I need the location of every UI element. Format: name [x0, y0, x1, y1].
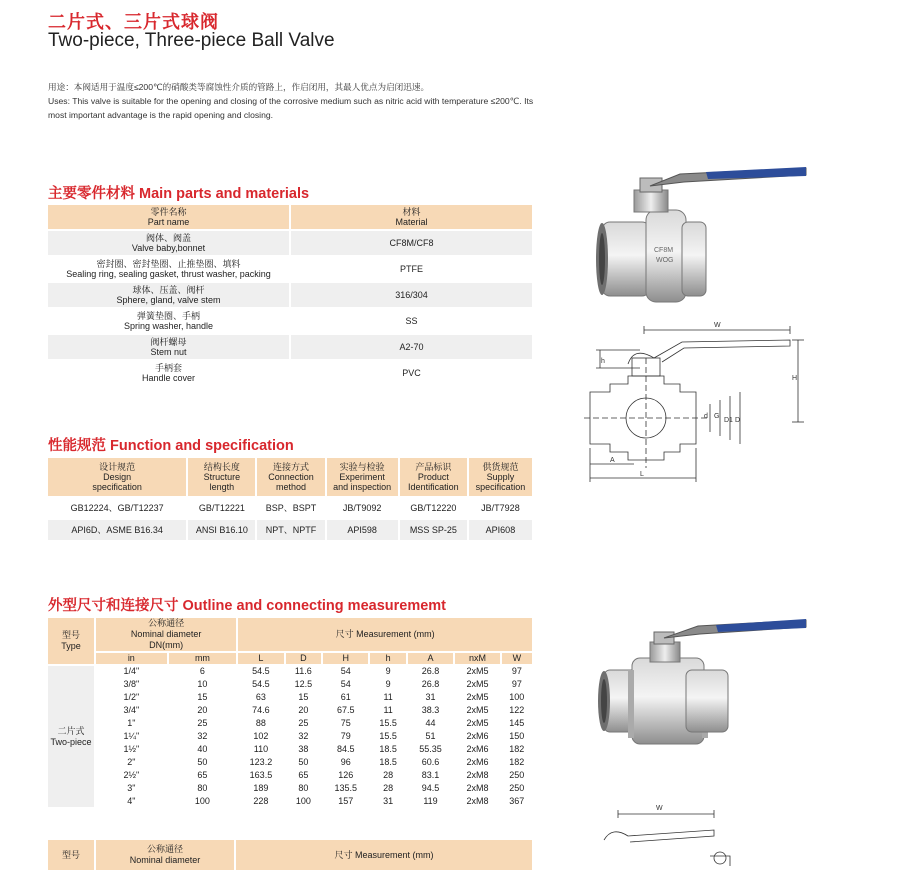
- func-header-en: length: [209, 482, 235, 492]
- table-cell: 44: [408, 718, 453, 729]
- table-cell: 18.5: [370, 744, 405, 755]
- table-cell: 126: [323, 770, 368, 781]
- table-row: [48, 770, 532, 781]
- table-cell: 11: [370, 705, 405, 716]
- dim-label-W-2: W: [656, 805, 663, 812]
- table-cell: 2xM6: [455, 744, 499, 755]
- table-cell: 150: [502, 731, 532, 742]
- table-cell: 15: [169, 692, 237, 703]
- table-cell: 32: [169, 731, 237, 742]
- func-header-supply: [469, 458, 532, 496]
- column-header: h: [370, 653, 405, 664]
- table-cell: 67.5: [323, 705, 368, 716]
- table-row: [48, 783, 532, 794]
- table-cell: 25: [169, 718, 237, 729]
- dn-header: [96, 618, 236, 651]
- part-material: SS: [291, 309, 532, 333]
- table-row: [48, 666, 532, 677]
- table-cell: 26.8: [408, 666, 453, 677]
- table-cell: 31: [408, 692, 453, 703]
- func-header-en: and inspection: [333, 482, 392, 492]
- table-cell: 157: [323, 796, 368, 807]
- table-cell: 60.6: [408, 757, 453, 768]
- group-label-cn: 二片式: [57, 725, 85, 736]
- table-cell: 94.5: [408, 783, 453, 794]
- table-cell: 189: [238, 783, 283, 794]
- table-cell: 2xM5: [455, 705, 499, 716]
- func-header-en: Product: [417, 472, 449, 482]
- table-cell: 61: [323, 692, 368, 703]
- parts-header-material: [291, 205, 532, 229]
- part-name-cn: 密封圈、密封垫圈、止推垫圈、填料: [96, 259, 241, 269]
- func-cell: GB12224、GB/T12237: [48, 498, 186, 518]
- func-header-cn: 供货规范: [482, 462, 519, 472]
- table-cell: 1": [96, 718, 167, 729]
- column-header: A: [408, 653, 453, 664]
- table-cell: 102: [238, 731, 283, 742]
- table-cell: 54.5: [238, 679, 283, 690]
- table-cell: 228: [238, 796, 283, 807]
- table-cell: 65: [286, 770, 321, 781]
- function-heading: 性能规范 Function and specification: [48, 438, 294, 454]
- func-header-en: Supply: [486, 472, 515, 482]
- uses-description: [48, 80, 538, 122]
- table-cell: 2xM8: [455, 770, 499, 781]
- table-cell: 2": [96, 757, 167, 768]
- table-row: [48, 679, 532, 690]
- dim-label-A: A: [610, 457, 615, 464]
- table-cell: 65: [169, 770, 237, 781]
- table-cell: 28: [370, 770, 405, 781]
- dim-label-W: W: [714, 322, 721, 329]
- table-cell: 6: [169, 666, 237, 677]
- dn-header-unit: DN(mm): [149, 640, 184, 650]
- part-name-en: Sealing ring, sealing gasket, thrust washer, packing: [66, 269, 271, 279]
- func-cell: NPT、NPTF: [257, 520, 324, 540]
- table-cell: 88: [238, 718, 283, 729]
- table-cell: 11: [370, 692, 405, 703]
- func-header-en: method: [276, 482, 307, 492]
- part-name-cn: 弹簧垫圈、手柄: [136, 311, 200, 321]
- func-cell: API598: [327, 520, 398, 540]
- func-cell: ANSI B16.10: [188, 520, 255, 540]
- part-material: CF8M/CF8: [291, 231, 532, 255]
- column-header: in: [96, 653, 167, 664]
- table-row: [48, 731, 532, 742]
- table-cell: 20: [169, 705, 237, 716]
- table-cell: 31: [370, 796, 405, 807]
- part-material: 316/304: [291, 283, 532, 307]
- table-cell: 1/4": [96, 666, 167, 677]
- table-cell: 75: [323, 718, 368, 729]
- table-cell: 2xM8: [455, 783, 499, 794]
- table-cell: 54: [323, 679, 368, 690]
- func-header-en: specification: [92, 482, 142, 492]
- table-cell: 2xM8: [455, 796, 499, 807]
- func-header-connection: [257, 458, 324, 496]
- function-row: [48, 520, 532, 540]
- type-header: [48, 618, 94, 664]
- function-table: [46, 456, 534, 542]
- table-cell: 97: [502, 679, 532, 690]
- uses-english: Uses: This valve is suitable for the opening and closing of the corrosive medium such as nitric acid with temperature ≤200℃. Its most important advantage is the rapid opening and closing.: [48, 96, 534, 120]
- table-cell: 367: [502, 796, 532, 807]
- table-cell: 80: [169, 783, 237, 794]
- table-cell: 38: [286, 744, 321, 755]
- header-name-cn: 零件名称: [150, 207, 187, 217]
- part-name-en: Valve baby,bonnet: [131, 243, 206, 253]
- header-name-en: Part name: [147, 217, 190, 227]
- table-cell: 74.6: [238, 705, 283, 716]
- parts-table: [46, 203, 534, 387]
- dim-label-G: G: [714, 413, 720, 420]
- table-cell: 100: [286, 796, 321, 807]
- dim-label-D: D: [735, 417, 741, 424]
- func-header-en: Identification: [408, 482, 459, 492]
- outline-heading: 外型尺寸和连接尺寸 Outline and connecting measurememt: [48, 598, 446, 614]
- table-cell: 122: [502, 705, 532, 716]
- table-cell: 79: [323, 731, 368, 742]
- valve-mark-2: WOG: [656, 257, 674, 264]
- header-mat-cn: 材料: [402, 207, 421, 217]
- valve-drawing-partial: [590, 800, 812, 866]
- part-name-en: Spring washer, handle: [123, 321, 214, 331]
- title-chinese: 二片式、三片式球阀: [48, 12, 219, 32]
- table-cell: 32: [286, 731, 321, 742]
- parts-header-name: [48, 205, 289, 229]
- dn-header-2-en: Nominal diameter: [129, 855, 201, 865]
- table-cell: 110: [238, 744, 283, 755]
- table-cell: 1½": [96, 744, 167, 755]
- group-label-en: Two-piece: [50, 736, 92, 747]
- table-cell: 9: [370, 679, 405, 690]
- dim-label-h: h: [601, 358, 605, 365]
- outline-table-2: [46, 838, 534, 872]
- table-cell: 4": [96, 796, 167, 807]
- column-header: W: [502, 653, 532, 664]
- two-piece-valve-photo: [580, 160, 812, 310]
- func-header-experiment: [327, 458, 398, 496]
- table-cell: 18.5: [370, 757, 405, 768]
- dn-header-2-cn: 公称通径: [146, 844, 183, 854]
- table-cell: 2½": [96, 770, 167, 781]
- func-header-product: [400, 458, 467, 496]
- table-cell: 145: [502, 718, 532, 729]
- table-cell: 26.8: [408, 679, 453, 690]
- table-cell: 40: [169, 744, 237, 755]
- table-cell: 135.5: [323, 783, 368, 794]
- column-header: mm: [169, 653, 237, 664]
- parts-heading: 主要零件材料 Main parts and materials: [48, 186, 310, 202]
- table-cell: 25: [286, 718, 321, 729]
- valve-mark-1: CF8M: [654, 247, 674, 254]
- type-header-cn: 型号: [61, 630, 80, 640]
- func-cell: API6D、ASME B16.34: [48, 520, 186, 540]
- table-cell: 84.5: [323, 744, 368, 755]
- dim-label-H: H: [792, 375, 798, 382]
- table-cell: 54: [323, 666, 368, 677]
- part-material: A2-70: [291, 335, 532, 359]
- table-cell: 2xM6: [455, 757, 499, 768]
- part-material: PTFE: [291, 257, 532, 281]
- table-cell: 250: [502, 783, 532, 794]
- table-cell: 1/2": [96, 692, 167, 703]
- dn-header-cn: 公称通径: [148, 618, 185, 628]
- func-cell: GB/T12220: [400, 498, 467, 518]
- func-header-en: Structure: [203, 472, 241, 482]
- func-header-cn: 连接方式: [273, 462, 310, 472]
- func-header-cn: 产品标识: [415, 462, 452, 472]
- func-cell: MSS SP-25: [400, 520, 467, 540]
- measurement-header-2: 尺寸 Measurement (mm): [236, 840, 532, 870]
- table-cell: 3": [96, 783, 167, 794]
- table-cell: 2xM6: [455, 731, 499, 742]
- table-cell: 55.35: [408, 744, 453, 755]
- part-name-en: Sphere, gland, valve stem: [116, 295, 221, 305]
- func-header-en: Design: [103, 472, 132, 482]
- func-header-cn: 实验与检验: [339, 462, 385, 472]
- type-header-en: Type: [61, 641, 81, 651]
- type-header-2: 型号: [48, 840, 94, 870]
- dim-label-L: L: [640, 471, 644, 478]
- table-cell: 28: [370, 783, 405, 794]
- table-cell: 2xM5: [455, 692, 499, 703]
- outline-table: [46, 616, 534, 809]
- table-cell: 182: [502, 757, 532, 768]
- table-cell: 9: [370, 666, 405, 677]
- table-row: [48, 744, 532, 755]
- part-name-cn: 阀杆螺母: [150, 337, 187, 347]
- table-cell: 12.5: [286, 679, 321, 690]
- dim-label-d: d: [704, 413, 708, 420]
- table-cell: 63: [238, 692, 283, 703]
- part-name-en: Handle cover: [141, 373, 196, 383]
- table-cell: 2xM5: [455, 666, 499, 677]
- column-header: L: [238, 653, 283, 664]
- func-header-en: Experiment: [339, 472, 385, 482]
- part-material: PVC: [291, 361, 532, 385]
- func-cell: GB/T12221: [188, 498, 255, 518]
- table-cell: 100: [169, 796, 237, 807]
- table-row: [48, 796, 532, 807]
- three-piece-valve-photo: [590, 612, 812, 752]
- title-english: Two-piece, Three-piece Ball Valve: [48, 30, 335, 51]
- table-cell: 2xM5: [455, 718, 499, 729]
- measurement-header: 尺寸 Measurement (mm): [238, 618, 532, 651]
- part-name-cn: 手柄套: [154, 363, 182, 373]
- table-cell: 50: [286, 757, 321, 768]
- table-cell: 3/4": [96, 705, 167, 716]
- func-header-en: Connection: [268, 472, 314, 482]
- table-cell: 97: [502, 666, 532, 677]
- table-cell: 123.2: [238, 757, 283, 768]
- dim-label-D1: D1: [724, 417, 733, 424]
- table-cell: 15.5: [370, 718, 405, 729]
- table-cell: 250: [502, 770, 532, 781]
- func-cell: BSP、BSPT: [257, 498, 324, 518]
- table-row: [48, 692, 532, 703]
- part-name: [48, 361, 289, 385]
- func-header-design: [48, 458, 186, 496]
- func-header-structure: [188, 458, 255, 496]
- part-name-cn: 球体、压盖、阀杆: [132, 285, 205, 295]
- table-cell: 182: [502, 744, 532, 755]
- table-cell: 1¼": [96, 731, 167, 742]
- table-cell: 80: [286, 783, 321, 794]
- part-name: [48, 335, 289, 359]
- column-header: D: [286, 653, 321, 664]
- column-header: nxM: [455, 653, 499, 664]
- table-cell: 2xM5: [455, 679, 499, 690]
- dn-header-en: Nominal diameter: [130, 629, 202, 639]
- table-cell: 20: [286, 705, 321, 716]
- table-cell: 15.5: [370, 731, 405, 742]
- part-name: [48, 283, 289, 307]
- table-row: [48, 718, 532, 729]
- func-header-cn: 设计规范: [99, 462, 136, 472]
- func-cell: JB/T9092: [327, 498, 398, 518]
- handle-blue: [706, 167, 806, 179]
- table-cell: 54.5: [238, 666, 283, 677]
- part-name: [48, 257, 289, 281]
- table-row: [48, 705, 532, 716]
- table-cell: 10: [169, 679, 237, 690]
- table-cell: 15: [286, 692, 321, 703]
- part-name-cn: 阀体、阀盖: [145, 233, 191, 243]
- part-name-en: Stem nut: [150, 347, 187, 357]
- valve-technical-drawing: [580, 318, 812, 498]
- column-header: H: [323, 653, 368, 664]
- func-header-en: specification: [475, 482, 526, 492]
- table-cell: 50: [169, 757, 237, 768]
- table-cell: 51: [408, 731, 453, 742]
- table-cell: 163.5: [238, 770, 283, 781]
- header-mat-en: Material: [395, 217, 428, 227]
- table-cell: 38.3: [408, 705, 453, 716]
- part-name: [48, 309, 289, 333]
- func-header-cn: 结构长度: [203, 462, 240, 472]
- table-cell: 3/8": [96, 679, 167, 690]
- part-name: [48, 231, 289, 255]
- table-cell: 119: [408, 796, 453, 807]
- table-row: [48, 757, 532, 768]
- table-cell: 11.6: [286, 666, 321, 677]
- func-cell: API608: [469, 520, 532, 540]
- function-row: [48, 498, 532, 518]
- group-label: [48, 666, 94, 807]
- table-cell: 100: [502, 692, 532, 703]
- uses-chinese: 用途：本阀适用于温度≤200℃的硝酸类等腐蚀性介质的管路上，作启闭用，其最人优点为启闭迅速。: [48, 82, 430, 92]
- table-cell: 96: [323, 757, 368, 768]
- func-cell: JB/T7928: [469, 498, 532, 518]
- table-cell: 83.1: [408, 770, 453, 781]
